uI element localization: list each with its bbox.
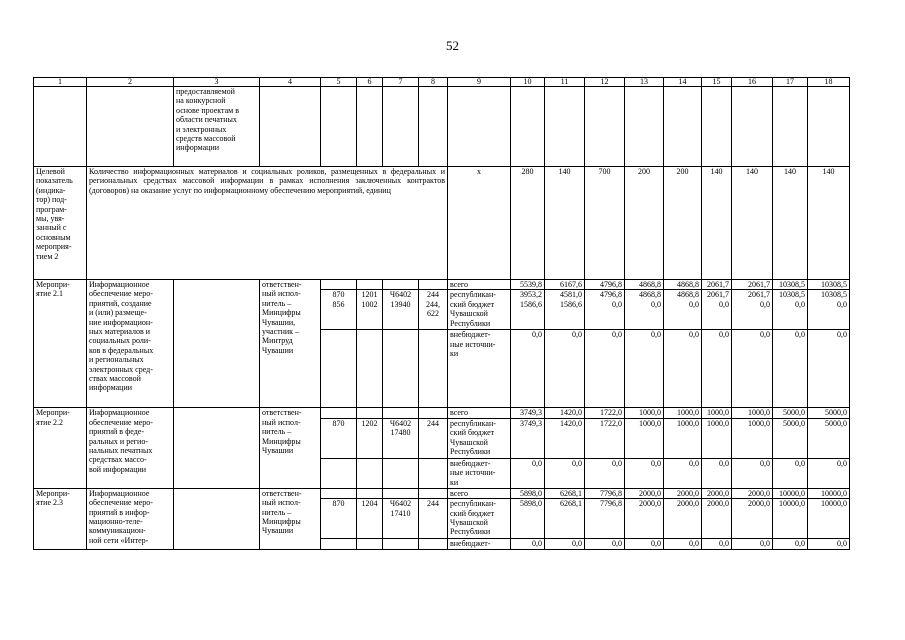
column-number-header: 5 [321, 78, 357, 87]
value-cell: 0,0 [664, 539, 702, 549]
vr-code: 244 244, 622 [419, 290, 448, 330]
value-cell: 0,0 [545, 539, 585, 549]
value-cell: 0,0 [511, 539, 545, 549]
value-cell: 3953,2 1586,6 [511, 290, 545, 330]
value-cell: 1722,0 [585, 418, 625, 458]
value-cell: 0,0 [625, 539, 664, 549]
target-value: 200 [625, 167, 664, 280]
column-number-header: 11 [545, 78, 585, 87]
value-cell: 0,0 [545, 458, 585, 488]
value-cell: 2000,0 [702, 499, 732, 539]
value-cell: 5898,0 [511, 499, 545, 539]
source-label: внебюджет- ные источни- ки [448, 458, 511, 488]
value-cell: 0,0 [625, 330, 664, 408]
value-cell: 5898,0 [511, 488, 545, 498]
grbs-code: 870 856 [321, 290, 357, 330]
value-cell: 4868,8 [625, 280, 664, 290]
value-cell: 3749,3 [511, 408, 545, 418]
value-cell: 2061,7 0,0 [732, 290, 773, 330]
target-label: Целевой показатель (индика- тор) под- програм- мы, увя- занный с основным мероприя- тием 2 [34, 167, 87, 280]
measure-2-3-label: Меропри- ятие 2.3 [34, 488, 87, 549]
column-number-header: 17 [773, 78, 808, 87]
value-cell: 7796,8 [585, 488, 625, 498]
measure-2-1-resp: ответствен- ный испол- нитель – Минцифры Чувашии, участник – Минтруд Чувашии [260, 280, 321, 408]
value-cell: 0,0 [773, 330, 808, 408]
target-value: 140 [702, 167, 732, 280]
rzpr-code: 1201 1002 [357, 290, 383, 330]
column-number-header: 10 [511, 78, 545, 87]
continuation-row [34, 87, 850, 167]
value-cell: 0,0 [808, 458, 850, 488]
column-number-header: 6 [357, 78, 383, 87]
measure-2-2-total-row [34, 408, 850, 418]
value-cell: 1000,0 [664, 408, 702, 418]
measure-2-1-label: Меропри- ятие 2.1 [34, 280, 87, 408]
value-cell: 0,0 [625, 458, 664, 488]
value-cell: 1000,0 [702, 408, 732, 418]
value-cell: 4796,8 [585, 280, 625, 290]
value-cell: 4868,8 0,0 [664, 290, 702, 330]
value-cell: 1000,0 [664, 418, 702, 458]
measure-2-2-desc: Информационное обеспечение меро- приятий в феде- ральных и регио- нальных печатных средствах массо- вой информации [87, 408, 174, 488]
value-cell: 0,0 [808, 330, 850, 408]
value-cell: 0,0 [664, 330, 702, 408]
value-cell: 10308,5 0,0 [773, 290, 808, 330]
source-label: всего [448, 408, 511, 418]
value-cell: 1420,0 [545, 408, 585, 418]
target-text: Количество информационных материалов и социальных роликов, размещенных в федеральных и региональных средствах массовой информации в рамках исполнения заключенных контрактов (договоров) на оказание услуг по информационному обеспечению мероприятий, единиц [87, 167, 448, 280]
value-cell: 10000,0 [773, 499, 808, 539]
column-number-header: 9 [448, 78, 511, 87]
value-cell: 2061,7 [702, 280, 732, 290]
page-number: 52 [446, 38, 459, 53]
value-cell: 0,0 [585, 539, 625, 549]
measure-2-1-total-row [34, 280, 850, 290]
value-cell: 6167,6 [545, 280, 585, 290]
column-number-header: 15 [702, 78, 732, 87]
value-cell: 4868,8 0,0 [625, 290, 664, 330]
value-cell: 10000,0 [773, 488, 808, 498]
column-number-header: 16 [732, 78, 773, 87]
header-row [34, 78, 850, 87]
value-cell: 0,0 [702, 330, 732, 408]
value-cell: 1420,0 [545, 418, 585, 458]
target-indicator-row [34, 167, 850, 280]
target-value: 140 [773, 167, 808, 280]
value-cell: 0,0 [664, 458, 702, 488]
column-number-header: 14 [664, 78, 702, 87]
target-value: 200 [664, 167, 702, 280]
value-cell: 0,0 [702, 458, 732, 488]
value-cell: 4868,8 [664, 280, 702, 290]
column-number-header: 7 [383, 78, 419, 87]
csr-code: Ч6402 17410 [383, 499, 419, 539]
value-cell: 10308,5 [773, 280, 808, 290]
value-cell: 1000,0 [625, 408, 664, 418]
value-cell: 0,0 [585, 458, 625, 488]
grbs-code: 870 [321, 499, 357, 539]
value-cell: 10000,0 [808, 488, 850, 498]
grbs-code: 870 [321, 418, 357, 458]
target-value: 140 [545, 167, 585, 280]
measure-2-2-resp: ответствен- ный испол- нитель – Минцифры Чувашии [260, 408, 321, 488]
target-value: 140 [808, 167, 850, 280]
value-cell: 4796,8 0,0 [585, 290, 625, 330]
value-cell: 0,0 [702, 539, 732, 549]
source-label: внебюджет- ные источни- ки [448, 330, 511, 408]
value-cell: 1722,0 [585, 408, 625, 418]
column-number-header: 3 [174, 78, 260, 87]
source-label: всего [448, 488, 511, 498]
column-number-header: 12 [585, 78, 625, 87]
value-cell: 6268,1 [545, 499, 585, 539]
value-cell: 2000,0 [732, 488, 773, 498]
value-cell: 10000,0 [808, 499, 850, 539]
value-cell: 0,0 [732, 539, 773, 549]
target-value: 280 [511, 167, 545, 280]
target-col9: х [448, 167, 511, 280]
value-cell: 2000,0 [625, 499, 664, 539]
value-cell: 5539,8 [511, 280, 545, 290]
value-cell: 2000,0 [664, 499, 702, 539]
value-cell: 1000,0 [732, 418, 773, 458]
target-value: 140 [732, 167, 773, 280]
column-number-header: 2 [87, 78, 174, 87]
value-cell: 1000,0 [702, 418, 732, 458]
value-cell: 10308,5 0,0 [808, 290, 850, 330]
value-cell: 0,0 [732, 458, 773, 488]
value-cell: 0,0 [511, 458, 545, 488]
value-cell: 5000,0 [808, 408, 850, 418]
vr-code: 244 [419, 418, 448, 458]
source-label: республикан- ский бюджет Чувашской Республики [448, 418, 511, 458]
rzpr-code: 1204 [357, 499, 383, 539]
source-label: республикан- ский бюджет Чувашской Республики [448, 290, 511, 330]
column-number-header: 1 [34, 78, 87, 87]
column-number-header: 4 [260, 78, 321, 87]
value-cell: 3749,3 [511, 418, 545, 458]
value-cell: 1000,0 [732, 408, 773, 418]
value-cell: 1000,0 [625, 418, 664, 458]
csr-code: Ч6402 13940 [383, 290, 419, 330]
value-cell: 0,0 [511, 330, 545, 408]
source-label: республикан- ский бюджет Чувашской Республики [448, 499, 511, 539]
target-value: 700 [585, 167, 625, 280]
budget-table [33, 77, 850, 550]
value-cell: 5000,0 [808, 418, 850, 458]
value-cell: 0,0 [732, 330, 773, 408]
continuation-text: предоставляемой на конкурсной основе проектам в области печатных и электронных средств массовой информации [174, 87, 260, 167]
value-cell: 0,0 [773, 458, 808, 488]
value-cell: 2000,0 [702, 488, 732, 498]
value-cell: 4581,0 1586,6 [545, 290, 585, 330]
source-label: внебюджет- [448, 539, 511, 549]
measure-2-1-desc: Информационное обеспечение меро- приятий, создание и (или) размеще- ние информацион- ных материалов и социальных роли- ков в федеральных и региональных электронных сред- ствах массовой информации [87, 280, 174, 408]
measure-2-3-resp: ответствен- ный испол- нитель – Минцифры Чувашии [260, 488, 321, 549]
value-cell: 6268,1 [545, 488, 585, 498]
value-cell: 0,0 [808, 539, 850, 549]
value-cell: 2000,0 [625, 488, 664, 498]
value-cell: 0,0 [773, 539, 808, 549]
value-cell: 0,0 [585, 330, 625, 408]
measure-2-3-total-row [34, 488, 850, 498]
source-label: всего [448, 280, 511, 290]
value-cell: 2061,7 0,0 [702, 290, 732, 330]
value-cell: 2061,7 [732, 280, 773, 290]
value-cell: 5000,0 [773, 418, 808, 458]
column-number-header: 18 [808, 78, 850, 87]
value-cell: 7796,8 [585, 499, 625, 539]
value-cell: 10308,5 [808, 280, 850, 290]
value-cell: 5000,0 [773, 408, 808, 418]
measure-2-2-label: Меропри- ятие 2.2 [34, 408, 87, 488]
value-cell: 2000,0 [732, 499, 773, 539]
csr-code: Ч6402 17480 [383, 418, 419, 458]
column-number-header: 8 [419, 78, 448, 87]
rzpr-code: 1202 [357, 418, 383, 458]
value-cell: 2000,0 [664, 488, 702, 498]
measure-2-3-desc: Информационное обеспечение меро- приятий в инфор- мационно-теле- коммуникацион- ной сети «Интер- [87, 488, 174, 549]
value-cell: 0,0 [545, 330, 585, 408]
column-number-header: 13 [625, 78, 664, 87]
vr-code: 244 [419, 499, 448, 539]
